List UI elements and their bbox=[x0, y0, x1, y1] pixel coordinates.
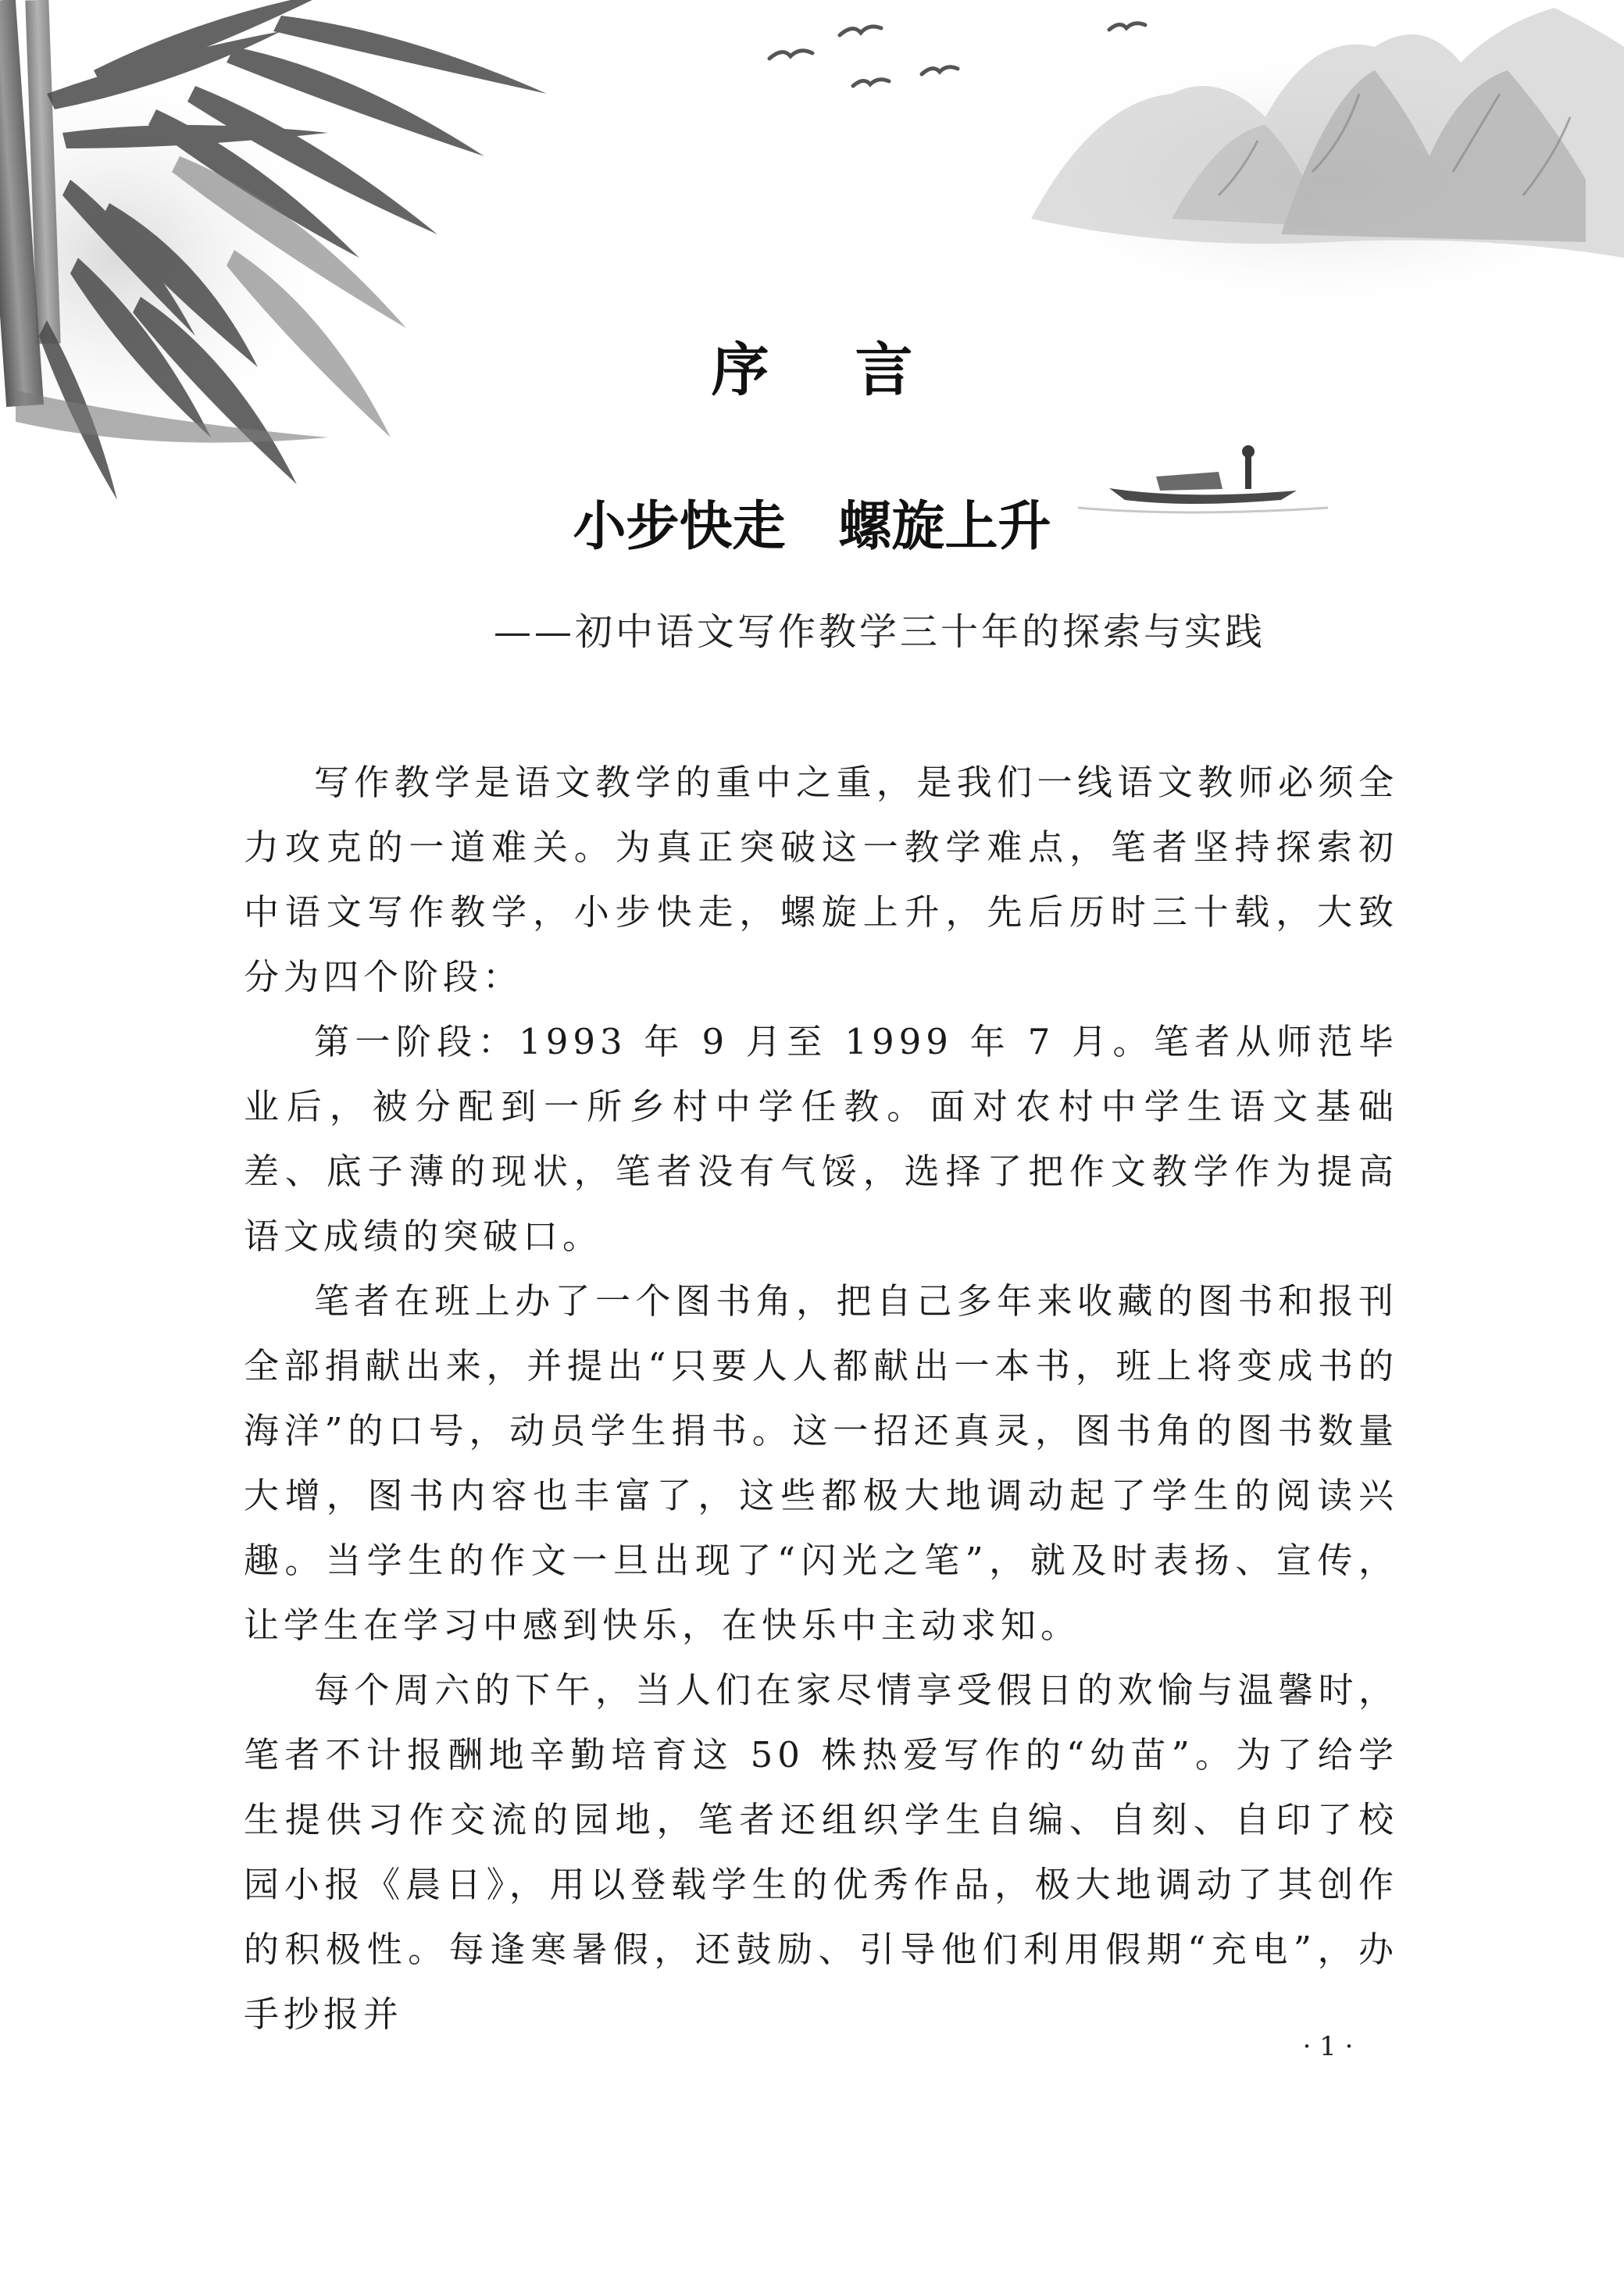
mountain-painting bbox=[992, 8, 1624, 320]
page-number: · 1 · bbox=[1302, 2031, 1354, 2062]
bamboo-painting bbox=[0, 0, 547, 500]
paragraph: 笔者在班上办了一个图书角，把自己多年来收藏的图书和报刊全部捐献出来，并提出“只要人人都献出一本书，班上将变成书的海洋”的口号，动员学生捐书。这一招还真灵，图书角的图书数量大增，图书内容也丰富了，这些都极大地调动起了学生的阅读兴趣。当学生的作文一旦出现了“闪光之笔”，就及时表扬、宣传，让学生在学习中感到快乐，在快乐中主动求知。 bbox=[244, 1280, 1398, 1646]
main-title: 小步快走 螺旋上升 bbox=[573, 495, 1051, 558]
ink-wash-illustration bbox=[0, 0, 1624, 562]
section-title: 序言 bbox=[711, 337, 999, 404]
body-text bbox=[244, 750, 1398, 2047]
paragraph: 写作教学是语文教学的重中之重，是我们一线语文教师必须全力攻克的一道难关。为真正突破这一教学难点，笔者坚持探索初中语文写作教学，小步快走，螺旋上升，先后历时三十载，大致分为四个阶段： bbox=[244, 762, 1398, 998]
paragraph: 每个周六的下午，当人们在家尽情享受假日的欢愉与温馨时，笔者不计报酬地辛勤培育这 50 株热爱写作的“幼苗”。为了给学生提供习作交流的园地，笔者还组织学生自编、自刻、自印了校园小报《晨日》，用以登载学生的优秀作品，极大地调动了其创作的积极性。每逢寒暑假，还鼓励、引导他们利用假期“充电”，办手抄报并 bbox=[244, 1669, 1398, 2035]
subtitle: ——初中语文写作教学三十年的探索与实践 bbox=[493, 610, 1265, 654]
birds-decoration bbox=[769, 23, 1145, 86]
paragraph: 第一阶段：1993 年 9 月至 1999 年 7 月。笔者从师范毕业后，被分配到一所乡村中学任教。面对农村中学生语文基础差、底子薄的现状，笔者没有气馁，选择了把作文教学作为提高语文成绩的突破口。 bbox=[244, 1021, 1398, 1257]
